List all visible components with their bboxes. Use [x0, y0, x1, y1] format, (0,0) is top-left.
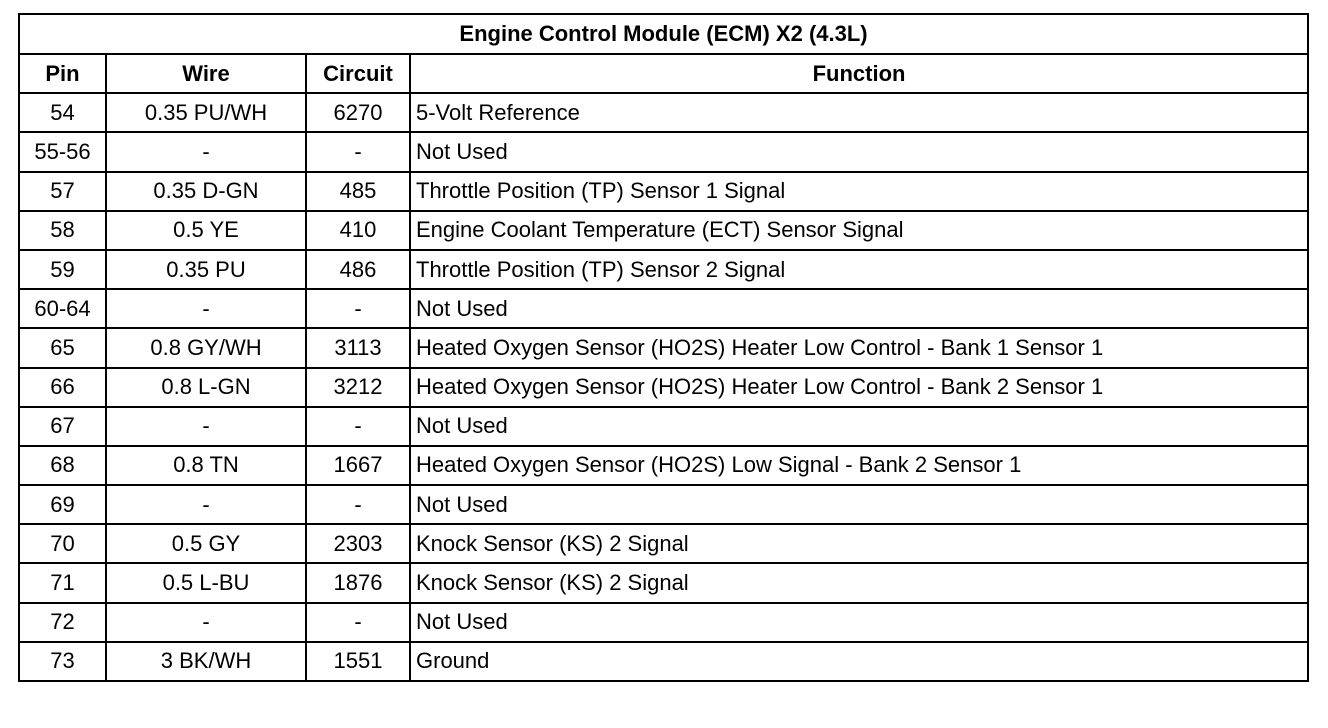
cell-wire: - — [106, 485, 306, 524]
cell-function: Not Used — [410, 132, 1308, 171]
cell-function: Knock Sensor (KS) 2 Signal — [410, 524, 1308, 563]
table-row — [19, 407, 1308, 446]
table-row — [19, 603, 1308, 642]
table-row — [19, 485, 1308, 524]
cell-pin: 59 — [19, 250, 106, 289]
cell-pin: 67 — [19, 407, 106, 446]
table-row — [19, 132, 1308, 171]
cell-pin: 66 — [19, 368, 106, 407]
table-row — [19, 563, 1308, 602]
cell-function: Heated Oxygen Sensor (HO2S) Low Signal - Bank 2 Sensor 1 — [410, 446, 1308, 485]
cell-pin: 70 — [19, 524, 106, 563]
cell-function: Knock Sensor (KS) 2 Signal — [410, 563, 1308, 602]
cell-function: Not Used — [410, 603, 1308, 642]
cell-circuit: - — [306, 289, 410, 328]
table-row — [19, 446, 1308, 485]
column-header-pin: Pin — [19, 54, 106, 93]
connector-pinout-table — [18, 13, 1309, 682]
cell-circuit: 486 — [306, 250, 410, 289]
column-header-wire: Wire — [106, 54, 306, 93]
cell-wire: - — [106, 603, 306, 642]
cell-pin: 60-64 — [19, 289, 106, 328]
cell-circuit: 1551 — [306, 642, 410, 681]
cell-circuit: - — [306, 485, 410, 524]
cell-pin: 68 — [19, 446, 106, 485]
cell-wire: 0.35 D-GN — [106, 172, 306, 211]
cell-circuit: 1876 — [306, 563, 410, 602]
cell-circuit: 6270 — [306, 93, 410, 132]
cell-function: Ground — [410, 642, 1308, 681]
cell-wire: - — [106, 289, 306, 328]
table-title-row — [19, 14, 1308, 54]
cell-pin: 57 — [19, 172, 106, 211]
cell-wire: - — [106, 407, 306, 446]
table-title: Engine Control Module (ECM) X2 (4.3L) — [19, 14, 1308, 54]
table-row — [19, 368, 1308, 407]
cell-pin: 58 — [19, 211, 106, 250]
cell-wire: 0.5 L-BU — [106, 563, 306, 602]
cell-wire: 0.5 YE — [106, 211, 306, 250]
cell-wire: 0.8 TN — [106, 446, 306, 485]
table-header-row — [19, 54, 1308, 93]
cell-function: Heated Oxygen Sensor (HO2S) Heater Low Control - Bank 2 Sensor 1 — [410, 368, 1308, 407]
cell-circuit: 3113 — [306, 328, 410, 367]
cell-pin: 73 — [19, 642, 106, 681]
cell-circuit: 485 — [306, 172, 410, 211]
column-header-circuit: Circuit — [306, 54, 410, 93]
table-body — [19, 93, 1308, 681]
cell-circuit: - — [306, 132, 410, 171]
cell-function: Not Used — [410, 407, 1308, 446]
cell-circuit: 410 — [306, 211, 410, 250]
cell-function: Throttle Position (TP) Sensor 1 Signal — [410, 172, 1308, 211]
table-row — [19, 172, 1308, 211]
cell-function: Throttle Position (TP) Sensor 2 Signal — [410, 250, 1308, 289]
cell-wire: 0.35 PU — [106, 250, 306, 289]
cell-wire: 3 BK/WH — [106, 642, 306, 681]
cell-pin: 71 — [19, 563, 106, 602]
cell-pin: 55-56 — [19, 132, 106, 171]
table-row — [19, 289, 1308, 328]
cell-pin: 65 — [19, 328, 106, 367]
table-row — [19, 211, 1308, 250]
cell-circuit: 3212 — [306, 368, 410, 407]
cell-wire: 0.35 PU/WH — [106, 93, 306, 132]
cell-wire: - — [106, 132, 306, 171]
cell-function: Not Used — [410, 485, 1308, 524]
table-row — [19, 524, 1308, 563]
cell-wire: 0.8 GY/WH — [106, 328, 306, 367]
cell-circuit: 1667 — [306, 446, 410, 485]
table-row — [19, 328, 1308, 367]
cell-function: Heated Oxygen Sensor (HO2S) Heater Low Control - Bank 1 Sensor 1 — [410, 328, 1308, 367]
cell-function: Not Used — [410, 289, 1308, 328]
cell-pin: 54 — [19, 93, 106, 132]
table-row — [19, 93, 1308, 132]
column-header-function: Function — [410, 54, 1308, 93]
cell-circuit: - — [306, 407, 410, 446]
table-row — [19, 250, 1308, 289]
cell-function: Engine Coolant Temperature (ECT) Sensor Signal — [410, 211, 1308, 250]
table-row — [19, 642, 1308, 681]
cell-function: 5-Volt Reference — [410, 93, 1308, 132]
cell-circuit: 2303 — [306, 524, 410, 563]
cell-pin: 69 — [19, 485, 106, 524]
cell-wire: 0.8 L-GN — [106, 368, 306, 407]
cell-wire: 0.5 GY — [106, 524, 306, 563]
cell-pin: 72 — [19, 603, 106, 642]
cell-circuit: - — [306, 603, 410, 642]
